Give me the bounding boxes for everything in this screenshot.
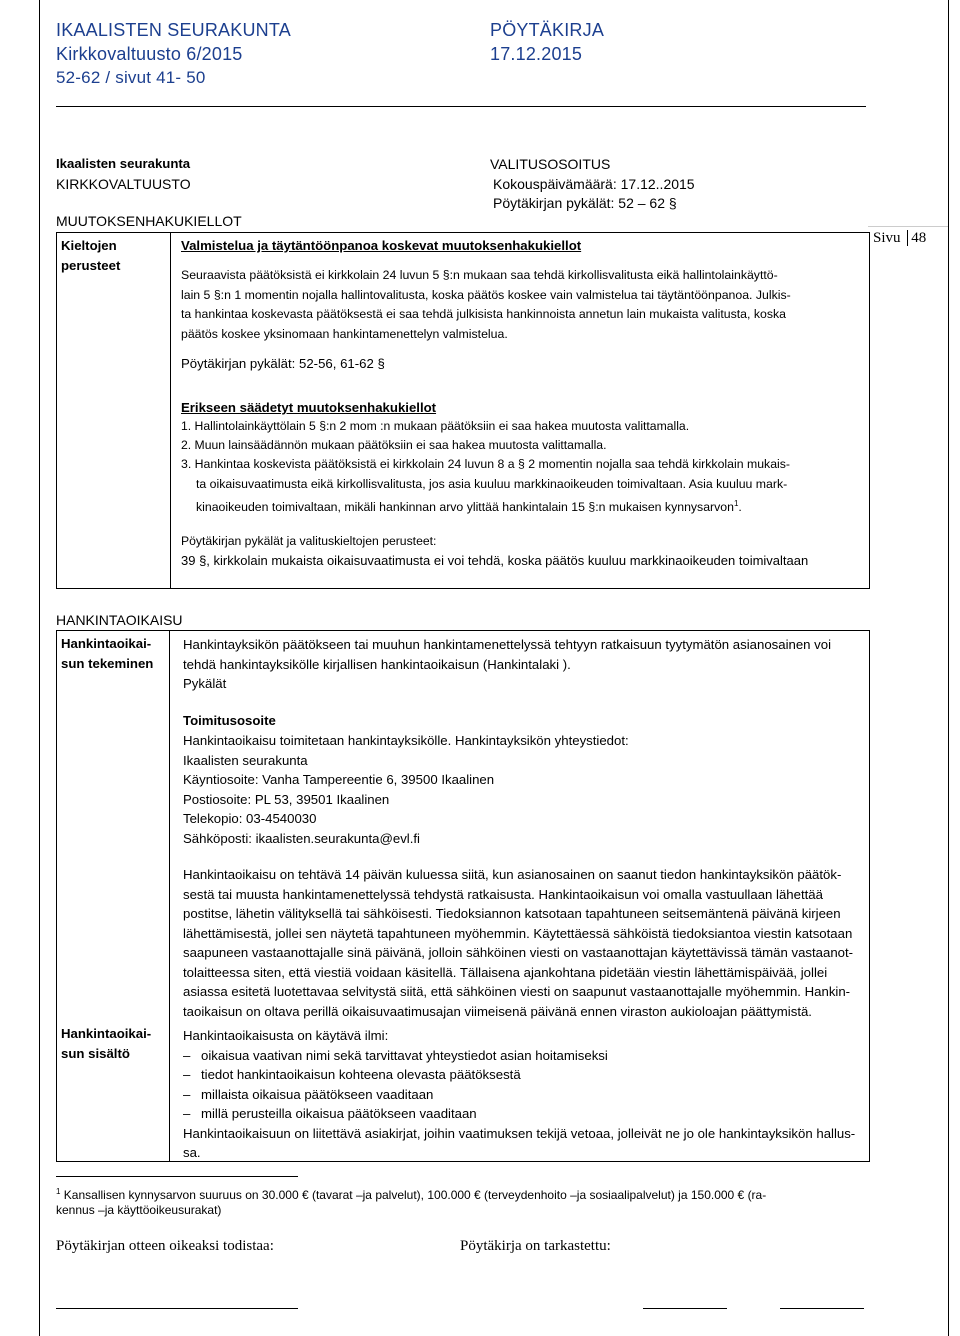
special-bans-heading: Erikseen säädetyt muutoksenhakukiellot bbox=[181, 400, 437, 415]
bans-box-right bbox=[869, 232, 870, 588]
parish-name: Ikaalisten seurakunta bbox=[56, 156, 191, 171]
content-block bbox=[183, 1026, 867, 1163]
signature-line-left bbox=[56, 1308, 298, 1309]
content-intro: Hankintaoikaisusta on käytävä ilmi: bbox=[183, 1028, 389, 1043]
content-item bbox=[183, 1046, 867, 1066]
deadline-line: saapuneen vastaanottajalle sinä päivänä, jolloin sähköinen viesti on vastaanottajan käytettävissä tämän vastaanot- bbox=[183, 945, 854, 960]
item3-line-last bbox=[181, 494, 865, 518]
bans-subheading: Valmistelua ja täytäntöönpanoa koskevat muutoksenhakukiellot bbox=[181, 238, 582, 253]
footnote-rule bbox=[56, 1176, 298, 1177]
procurement-box-top bbox=[56, 630, 870, 631]
content-item-text: oikaisua vaativan nimi sekä tarvittavat yhteystiedot asian hoitamiseksi bbox=[201, 1047, 608, 1063]
signature-right-label: Pöytäkirja on tarkastettu: bbox=[460, 1238, 611, 1254]
content-outro-line: sa. bbox=[183, 1145, 201, 1160]
footnote-line: Kansallisen kynnysarvon suuruus on 30.000 € (tavarat –ja palvelut), 100.000 € (terveydenhoito –ja sosiaalipalvelut) ja 150.000 € (ra- bbox=[63, 1188, 767, 1202]
dash-icon: – bbox=[183, 1067, 191, 1082]
content-item-text: millaista oikaisua päätökseen vaaditaan bbox=[201, 1086, 434, 1102]
header-date: 17.12.2015 bbox=[490, 44, 583, 64]
bans-sections-line: Pöytäkirjan pykälät: 52-56, 61-62 § bbox=[181, 356, 385, 371]
bans-paragraph-line: lain 5 §:n 1 momentin nojalla hallintovalitusta, koska päätös koskee vain valmistelua tai täytäntöönpanoa. Julkis- bbox=[181, 287, 791, 302]
bans-box-top bbox=[56, 232, 870, 233]
making-line: tehdä hankintayksikölle kirjallisen hankintaoikaisun (Hankintalaki ). bbox=[183, 656, 571, 672]
notice-title: VALITUSOSOITUS bbox=[490, 156, 611, 172]
item3-line: 3. Hankintaa koskevista päätöksistä ei kirkkolain 24 luvun 8 a § 2 momentin nojalla saa tehdä kirkkolain mukais- bbox=[181, 457, 791, 471]
content-item-text: millä perusteilla oikaisua päätökseen vaaditaan bbox=[201, 1106, 477, 1121]
address-line: Ikaalisten seurakunta bbox=[183, 752, 308, 768]
address-block bbox=[183, 731, 867, 848]
deadline-line: lähettämisestä, jollei sen näytetä tapahtuneen myöhemmin. Käytettäessä sähköistä tiedoksiantoa viestin katsotaan bbox=[183, 925, 853, 941]
bans-box-bottom bbox=[56, 588, 870, 589]
address-heading: Toimitusosoite bbox=[183, 713, 276, 728]
item3-line: ta oikaisuvaatimusta eikä kirkollisvalitusta, jos asia kuuluu markkinaoikeuden toimivaltaan. Asia kuuluu mark- bbox=[196, 476, 788, 491]
bans-heading: MUUTOKSENHAKUKIELLOT bbox=[56, 213, 242, 229]
special-ban-item-3 bbox=[181, 455, 865, 518]
content-outro-line: Hankintaoikaisuun on liitettävä asiakirjat, joihin vaatimuksen tekijä vetoaa, jolleivät ne jo ole hankintayksikön hallus- bbox=[183, 1125, 856, 1141]
dash-icon: – bbox=[183, 1047, 191, 1063]
content-label-1: Hankintaoikai- bbox=[61, 1026, 152, 1041]
address-line: Telekopio: 03-4540030 bbox=[183, 811, 317, 826]
header-rule bbox=[56, 106, 866, 107]
making-pykalat: Pykälät bbox=[183, 676, 227, 691]
bans-box-left bbox=[56, 232, 57, 588]
content-label-2: sun sisältö bbox=[61, 1046, 130, 1061]
address-line: Käyntiosoite: Vanha Tampereentie 6, 39500 Ikaalinen bbox=[183, 772, 495, 787]
deadline-line: postitse, lähetin välityksellä tai sähköisesti. Tiedoksiannon katsotaan tapahtuneen seitsemäntenä päivänä kirjeen bbox=[183, 906, 841, 921]
procurement-box-right bbox=[869, 630, 870, 1162]
grounds-text: 39 §, kirkkolain mukaista oikaisuvaatimusta ei voi tehdä, koska päätös kuuluu markkinaoikeuden toimivaltaan bbox=[181, 553, 809, 568]
footnote-line: kennus –ja käyttöoikeusurakat) bbox=[56, 1203, 222, 1217]
page-marker-label: Sivu bbox=[873, 230, 901, 246]
item3-end: . bbox=[738, 500, 742, 515]
item3-line-text: kinaoikeuden toimivaltaan, mikäli hankinnan arvo ylittää hankintalain 15 §:n mukaisen kynnysarvon bbox=[196, 500, 734, 515]
header-body: Kirkkovaltuusto 6/2015 bbox=[56, 44, 243, 64]
special-ban-item-2: 2. Muun lainsäädännön mukaan päätöksiin ei saa hakea muutosta valittamalla. bbox=[181, 438, 607, 452]
header-pages: 52-62 / sivut 41- 50 bbox=[56, 68, 206, 87]
deadline-line: tolaitteessa siten, että viestiä voidaan käsitellä. Tällaisena ajankohtana pidetään viestin lähettämispäivää, jollei bbox=[183, 964, 828, 980]
page-marker-rule bbox=[868, 226, 948, 227]
address-line: Hankintaoikaisu toimitetaan hankintayksikölle. Hankintayksikön yhteystiedot: bbox=[183, 733, 629, 748]
deadline-line: asiassa esitetä luotettavaa selvitystä siitä, että sähköinen viesti on saapunut vastaanottajalle myöhemmin. Hankin- bbox=[183, 984, 851, 999]
address-line: Sähköposti: ikaalisten.seurakunta@evl.fi bbox=[183, 830, 420, 846]
dash-icon: – bbox=[183, 1086, 191, 1102]
page-marker bbox=[873, 230, 926, 247]
content-item-text: tiedot hankintaoikaisun kohteena olevasta päätöksestä bbox=[201, 1067, 521, 1082]
deadline-line: taoikaisun on oltava perillä oikaisuvaatimusajan viimeisenä päivänä ennen viraston aukioloajan päättymistä. bbox=[183, 1003, 812, 1019]
council-name: KIRKKOVALTUUSTO bbox=[56, 176, 191, 192]
content-item bbox=[183, 1085, 867, 1105]
bans-paragraph-line: päätös koskee yksinomaan hankintamenettelyn valmistelua. bbox=[181, 326, 508, 341]
footnote-ref: 1 bbox=[733, 499, 739, 508]
content-item bbox=[183, 1065, 867, 1085]
bans-paragraph-line: ta hankintaa koskevasta päätöksestä ei saa tehdä julkisista hankinnoista annetun lain mukaista valitusta, koska bbox=[181, 307, 786, 321]
footnote bbox=[56, 1184, 846, 1218]
address-line: Postiosoite: PL 53, 39501 Ikaalinen bbox=[183, 791, 390, 807]
procurement-box-left bbox=[56, 630, 57, 1162]
footnote-number: 1 bbox=[56, 1187, 61, 1196]
deadline-line: Hankintaoikaisu on tehtävä 14 päivän kuluessa siitä, kun asianosainen on saanut tiedon hankintayksikön päätök- bbox=[183, 867, 842, 882]
procurement-heading: HANKINTAOIKAISU bbox=[56, 612, 183, 628]
deadline-line: sestä tai muusta hankintamenettelyssä tehdystä ratkaisusta. Hankintaoikaisun voi omalla vastuullaan lähettää bbox=[183, 886, 823, 902]
special-ban-item-1: 1. Hallintolainkäyttölain 5 §:n 2 mom :n mukaan päätöksiin ei saa hakea muutosta valittamalla. bbox=[181, 419, 690, 433]
meeting-sections: Pöytäkirjan pykälät: 52 – 62 § bbox=[493, 195, 677, 211]
signature-left-label: Pöytäkirjan otteen oikeaksi todistaa: bbox=[56, 1238, 274, 1254]
page-marker-number: 48 bbox=[911, 230, 927, 246]
making-paragraph bbox=[183, 635, 867, 694]
bans-paragraph bbox=[181, 266, 865, 344]
bans-box-divider bbox=[170, 232, 171, 588]
bans-paragraph-line: Seuraavista päätöksistä ei kirkkolain 24 luvun 5 §:n mukaan saa tehdä kirkollisvalitusta eikä hallintolainkäyttö- bbox=[181, 268, 778, 282]
content-item bbox=[183, 1104, 867, 1124]
deadline-paragraph bbox=[183, 865, 867, 1021]
dash-icon: – bbox=[183, 1106, 191, 1121]
making-label-1: Hankintaoikai- bbox=[61, 636, 152, 651]
header-doc-type: PÖYTÄKIRJA bbox=[490, 20, 605, 40]
meeting-date: Kokouspäivämäärä: 17.12..2015 bbox=[493, 176, 695, 192]
bans-label-2: perusteet bbox=[61, 258, 121, 273]
making-label-2: sun tekeminen bbox=[61, 656, 154, 671]
signature-line-right-1 bbox=[643, 1308, 727, 1309]
grounds-label: Pöytäkirjan pykälät ja valituskieltojen perusteet: bbox=[181, 534, 437, 548]
header-org: IKAALISTEN SEURAKUNTA bbox=[56, 20, 291, 40]
bans-label-1: Kieltojen bbox=[61, 238, 117, 253]
making-line: Hankintayksikön päätökseen tai muuhun hankintamenettelyssä tehtyyn ratkaisuun tyytymätön asianosainen voi bbox=[183, 637, 832, 652]
procurement-box-divider bbox=[169, 630, 170, 1162]
signature-line-right-2 bbox=[780, 1308, 864, 1309]
